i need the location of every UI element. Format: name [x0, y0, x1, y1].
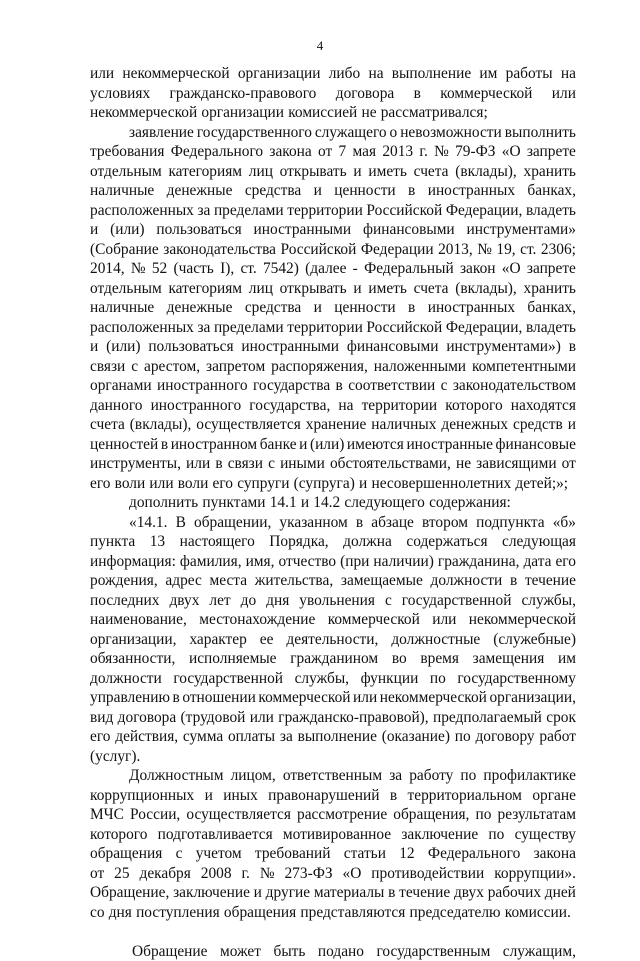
text-line: отдельным категориям лиц открывать и иметь счета (вклады), хранить — [90, 162, 576, 182]
text-line: обращения с учетом требований статьи 12 Федерального закона — [90, 844, 576, 864]
text-line: его действия, сумма оплаты за выполнение (оказание) по договору работ — [90, 727, 576, 747]
text-line: управлению в отношении коммерческой или некоммерческой организации, — [90, 688, 576, 708]
text-line: счета (вклады), осуществляется хранение наличных денежных средств и — [90, 415, 576, 435]
text-line: организации, характер ее деятельности, должностные (служебные) — [90, 630, 576, 650]
text-line: Обращение может быть подано государственным служащим, — [90, 942, 576, 961]
text-line: органами иностранного государства в соответствии с законодательством — [90, 376, 576, 396]
text-line: «14.1. В обращении, указанном в абзаце втором подпункта «б» — [90, 513, 576, 533]
text-line: (услуг). — [90, 747, 576, 767]
text-line: расположенных за пределами территории Российской Федерации, владеть — [90, 318, 576, 338]
text-line: вид договора (трудовой или гражданско-правовой), предполагаемый срок — [90, 708, 576, 728]
text-line: ценностей в иностранном банке и (или) имеются иностранные финансовые — [90, 435, 576, 455]
text-line: (Собрание законодательства Российской Федерации 2013, № 19, ст. 2306; — [90, 240, 576, 260]
text-line: или некоммерческой организации либо на выполнение им работы на — [90, 64, 576, 84]
text-line: которого подготавливается мотивированное заключение по существу — [90, 825, 576, 845]
text-line: некоммерческой организации комиссией не рассматривался; — [90, 103, 576, 123]
text-line: последних двух лет до дня увольнения с государственной службы, — [90, 591, 576, 611]
text-line: должности государственной службы, функции по государственному — [90, 669, 576, 689]
text-line: МЧС России, осуществляется рассмотрение обращения, по результатам — [90, 805, 576, 825]
text-line: 2014, № 52 (часть I), ст. 7542) (далее - Федеральный закон «О запрете — [90, 259, 576, 279]
text-line: Должностным лицом, ответственным за работу по профилактике — [90, 766, 576, 786]
text-line: его воли или воли его супруги (супруга) и несовершеннолетних детей;»; — [90, 474, 576, 494]
text-line: данного иностранного государства, на территории которого находятся — [90, 396, 576, 416]
text-line: условиях гражданско-правового договора в коммерческой или — [90, 84, 576, 104]
text-line: дополнить пунктами 14.1 и 14.2 следующего содержания: — [90, 493, 576, 513]
text-line: обязанности, исполняемые гражданином во время замещения им — [90, 649, 576, 669]
text-line: информация: фамилия, имя, отчество (при наличии) гражданина, дата его — [90, 552, 576, 572]
document-body-text — [90, 64, 576, 961]
text-line: со дня поступления обращения представляются председателю комиссии. — [90, 903, 576, 923]
text-line: коррупционных и иных правонарушений в территориальном органе — [90, 786, 576, 806]
text-line: от 25 декабря 2008 г. № 273-ФЗ «О противодействии коррупции». — [90, 864, 576, 884]
page-number: 4 — [0, 38, 640, 54]
text-line: и (или) пользоваться иностранными финансовыми инструментами») в — [90, 337, 576, 357]
text-line — [90, 922, 576, 942]
text-line: наименование, местонахождение коммерческой или некоммерческой — [90, 610, 576, 630]
text-line: заявление государственного служащего о невозможности выполнить — [90, 123, 576, 143]
text-line: наличные денежные средства и ценности в иностранных банках, — [90, 181, 576, 201]
text-line: инструменты, или в связи с иными обстоятельствами, не зависящими от — [90, 454, 576, 474]
text-line: пункта 13 настоящего Порядка, должна содержаться следующая — [90, 532, 576, 552]
text-line: связи с арестом, запретом распоряжения, наложенными компетентными — [90, 357, 576, 377]
text-line: требования Федерального закона от 7 мая 2013 г. № 79-ФЗ «О запрете — [90, 142, 576, 162]
text-line: наличные денежные средства и ценности в иностранных банках, — [90, 298, 576, 318]
text-line: Обращение, заключение и другие материалы в течение двух рабочих дней — [90, 883, 576, 903]
text-line: отдельным категориям лиц открывать и иметь счета (вклады), хранить — [90, 279, 576, 299]
text-line: и (или) пользоваться иностранными финансовыми инструментами» — [90, 220, 576, 240]
text-line: рождения, адрес места жительства, замещаемые должности в течение — [90, 571, 576, 591]
text-line: расположенных за пределами территории Российской Федерации, владеть — [90, 201, 576, 221]
